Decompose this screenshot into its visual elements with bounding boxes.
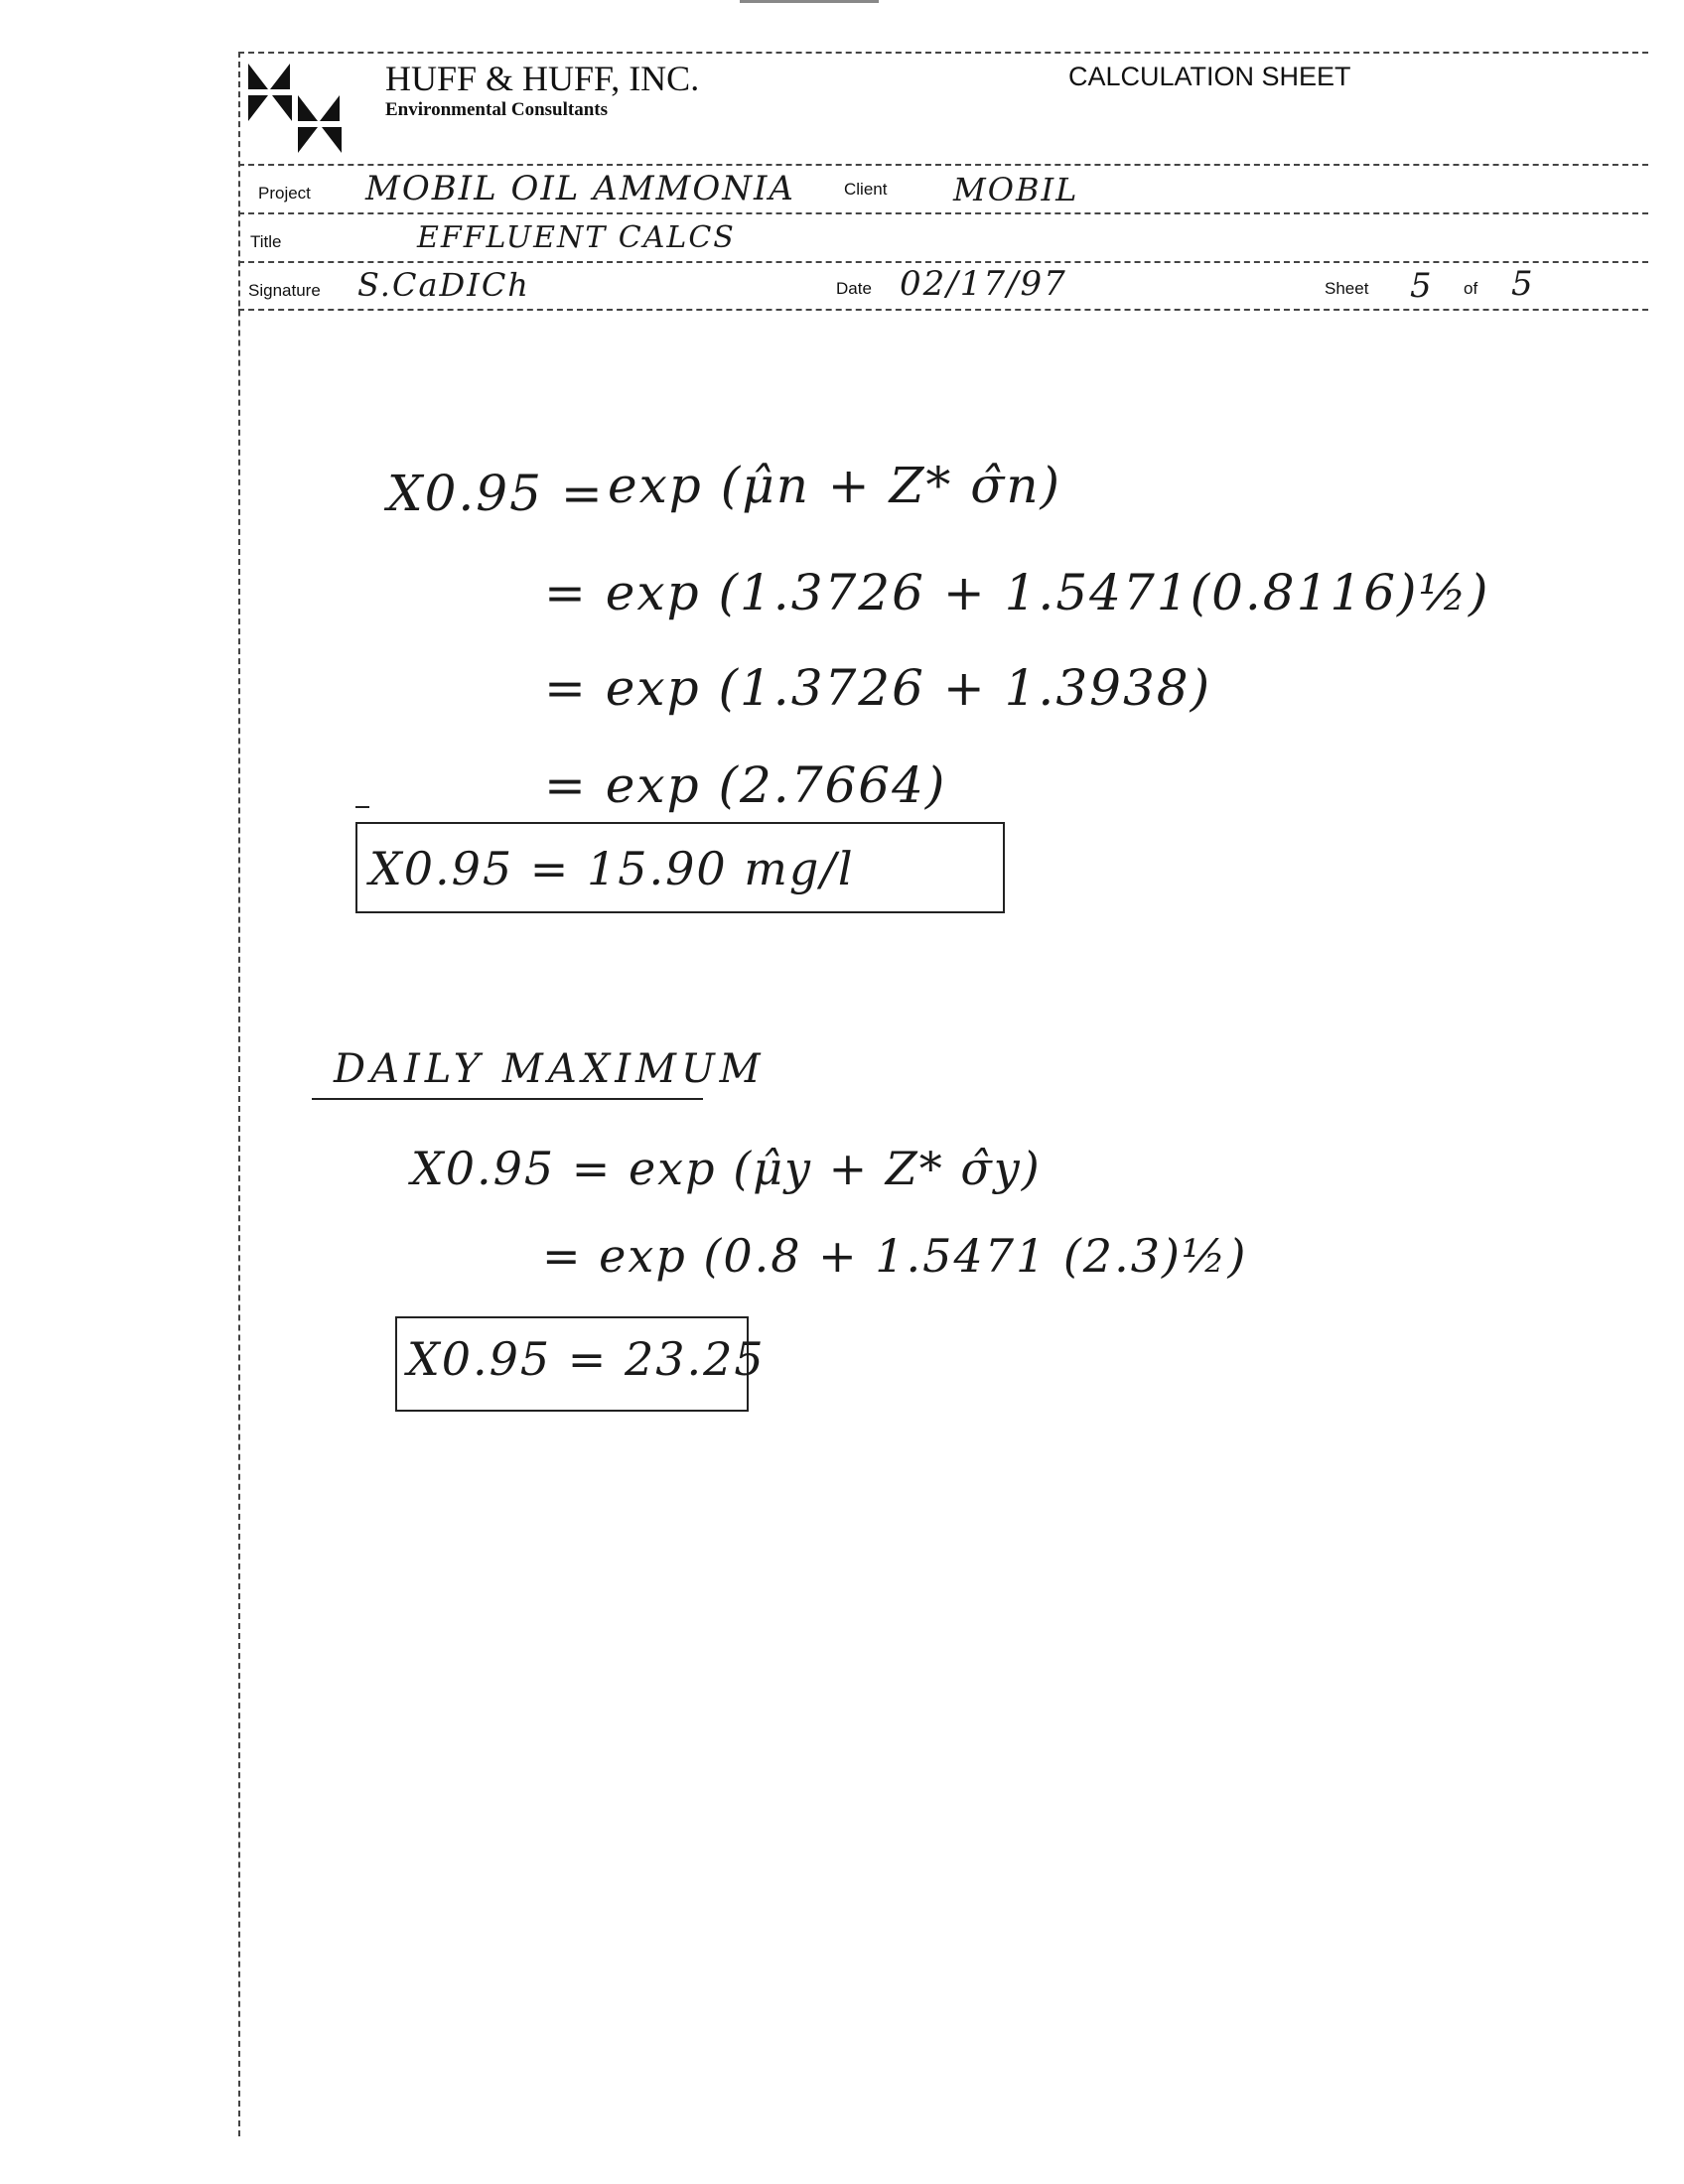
calc-line1-lhs: X0.95 = bbox=[387, 465, 605, 522]
company-logo bbox=[246, 62, 367, 156]
project-row-line bbox=[238, 212, 1648, 214]
signature-label: Signature bbox=[248, 281, 321, 300]
project-value: MOBIL OIL AMMONIA bbox=[365, 169, 795, 208]
project-label: Project bbox=[258, 184, 311, 203]
dm-line2: = exp (0.8 + 1.5471 (2.3)½) bbox=[542, 1229, 1248, 1283]
calc-line1-rhs: exp (μ̂n + Z* σ̂n) bbox=[608, 457, 1062, 514]
title-row-line bbox=[238, 261, 1648, 263]
section-heading-daily-maximum: DAILY MAXIMUM bbox=[334, 1046, 766, 1092]
of-value: 5 bbox=[1511, 264, 1535, 304]
result1-text: X0.95 = 15.90 mg/l bbox=[369, 842, 855, 895]
client-value: MOBIL bbox=[953, 171, 1079, 208]
title-value: EFFLUENT CALCS bbox=[417, 220, 736, 255]
dm-line1: X0.95 = exp (μ̂y + Z* σ̂y) bbox=[411, 1142, 1042, 1195]
sheet-type-title: CALCULATION SHEET bbox=[1068, 62, 1351, 91]
header-bottom-line bbox=[238, 164, 1648, 166]
of-label: of bbox=[1464, 279, 1478, 298]
date-value: 02/17/97 bbox=[900, 264, 1067, 304]
frame-top-line bbox=[238, 52, 1648, 54]
sheet-label: Sheet bbox=[1325, 279, 1369, 298]
company-subtitle: Environmental Consultants bbox=[385, 99, 609, 120]
calc-line4: = exp (2.7664) bbox=[544, 756, 947, 814]
calc-line2: = exp (1.3726 + 1.5471(0.8116)½) bbox=[544, 564, 1490, 621]
calc-line3: = exp (1.3726 + 1.3938) bbox=[544, 659, 1212, 717]
date-label: Date bbox=[836, 279, 872, 298]
signature-value: S.CaDICh bbox=[357, 266, 530, 304]
signature-row-line bbox=[238, 309, 1648, 311]
result1-box-tick bbox=[355, 806, 369, 808]
title-label: Title bbox=[250, 232, 282, 251]
sheet-value: 5 bbox=[1410, 266, 1434, 306]
client-label: Client bbox=[844, 180, 888, 199]
scan-mark bbox=[740, 0, 879, 3]
result2-text: X0.95 = 23.25 bbox=[407, 1332, 766, 1386]
frame-left-line bbox=[238, 52, 240, 2136]
company-name: HUFF & HUFF, INC. bbox=[385, 59, 700, 98]
section-heading-underline bbox=[312, 1098, 703, 1100]
